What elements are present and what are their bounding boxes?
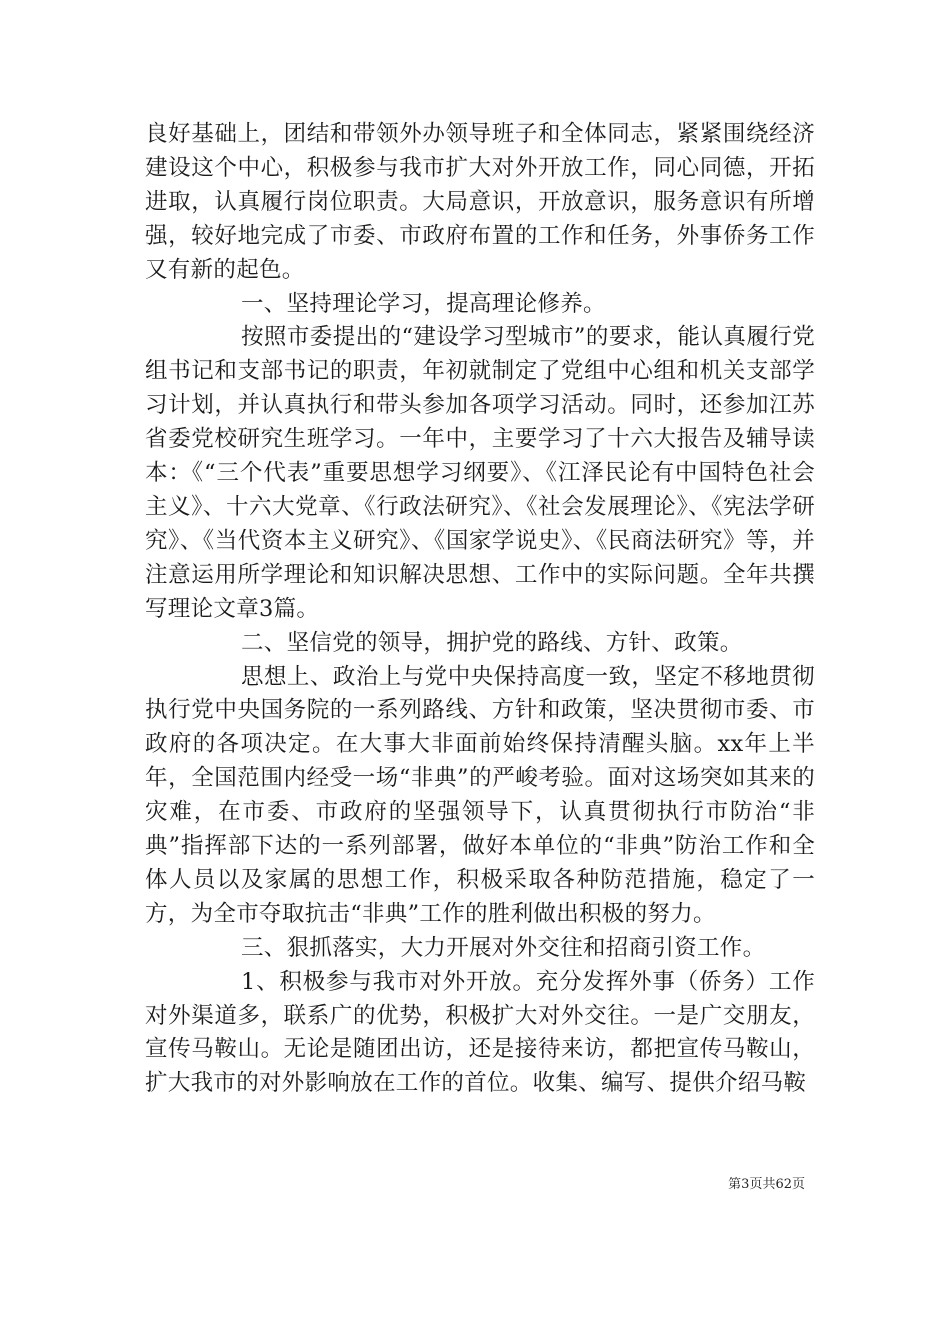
section-heading-foreign-exchange: 三、狠抓落实，大力开展对外交往和招商引资工作。 (241, 934, 766, 961)
paragraph-theory-study: 按照市委提出的“建设学习型城市”的要求，能认真履行党组书记和支部书记的职责，年初就制定了党组中心组和机关支部学习计划，并认真执行和带头参加各项学习活动。同时，还参加江苏省委党校研究生班学习。一年中，主要学习了十六大报告及辅导读本：《“三个代表”重要思想学习纲要》、《江泽民论有中国特色社会主义》、十六大党章、《行政法研究》、《社会发展理论》、《宪法学研究》、《当代资本主义研究》、《国家学说史》、《民商法研究》等，并注意运用所学理论和知识解决思想、工作中的实际问题。全年共撰写理论文章3篇。 (145, 324, 815, 622)
page-number: 第3页共62页 (728, 1177, 805, 1192)
section-heading-theory-study: 一、坚持理论学习，提高理论修养。 (241, 290, 606, 317)
paragraph-party-leadership: 思想上、政治上与党中央保持高度一致，坚定不移地贯彻执行党中央国务院的一系列路线、方针和政策，坚决贯彻市委、市政府的各项决定。在大事大非面前始终保持清醒头脑。xx年上半年，全国范围内经受一场“非典”的严峻考验。面对这场突如其来的灾难，在市委、市政府的坚强领导下，认真贯彻执行市防治“非典”指挥部下达的一系列部署，做好本单位的“非典”防治工作和全体人员以及家属的思想工作，积极采取各种防范措施，稳定了一方，为全市夺取抗击“非典”工作的胜利做出积极的努力。 (145, 663, 815, 927)
section-heading-party-leadership: 二、坚信党的领导，拥护党的路线、方针、政策。 (241, 629, 743, 656)
paragraph-intro-continued: 良好基础上，团结和带领外办领导班子和全体同志，紧紧围绕经济建设这个中心，积极参与我市扩大对外开放工作，同心同德，开拓进取，认真履行岗位职责。大局意识，开放意识，服务意识有所增强，较好地完成了市委、市政府布置的工作和任务，外事侨务工作又有新的起色。 (145, 121, 815, 283)
paragraph-opening-up: 1、积极参与我市对外开放。充分发挥外事（侨务）工作对外渠道多，联系广的优势，积极扩大对外交往。一是广交朋友，宣传马鞍山。无论是随团出访，还是接待来访，都把宣传马鞍山，扩大我市的对外影响放在工作的首位。收集、编写、提供介绍马鞍 (145, 968, 815, 1097)
document-body (145, 118, 815, 1101)
